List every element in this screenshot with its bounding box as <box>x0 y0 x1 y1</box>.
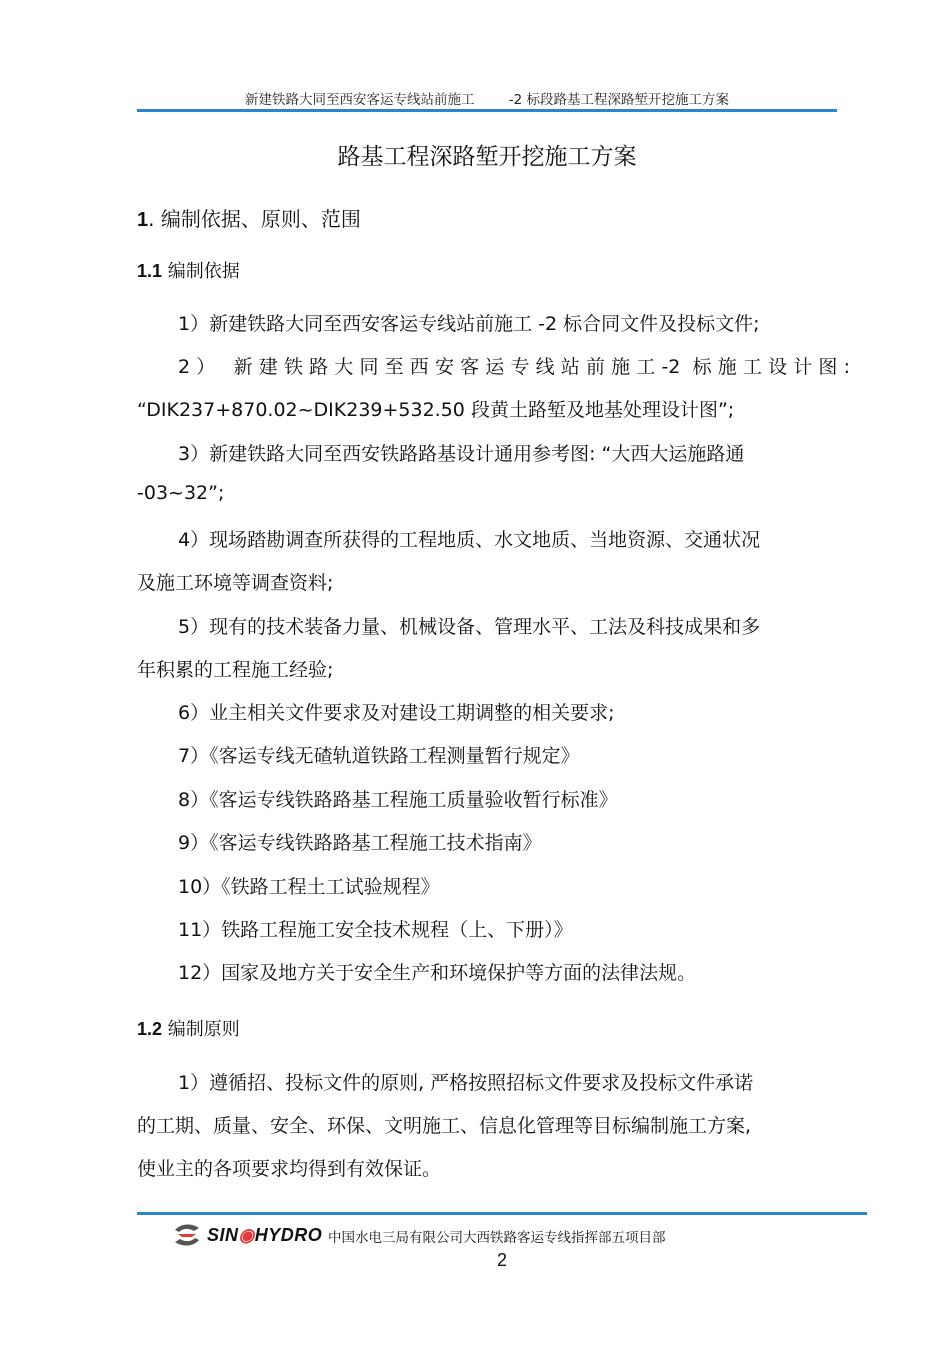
footer-rule <box>137 1212 867 1215</box>
basis-item-10: 10）《铁路工程土工试验规程》 <box>178 876 440 898</box>
basis-item-7: 7）《客运专线无碴轨道铁路工程测量暂行规定》 <box>178 745 580 767</box>
basis-item-6: 6）业主相关文件要求及对建设工期调整的相关要求; <box>178 702 615 724</box>
basis-item-3-line-1: 3）新建铁路大同至西安铁路路基设计通用参考图: “大西大运施路通 <box>178 443 745 465</box>
logo-o-mark: ◉ <box>238 1224 255 1245</box>
subsection-1-2-text: 编制原则 <box>162 1019 240 1040</box>
principle-item-1-line-2: 的工期、质量、安全、环保、文明施工、信息化管理等目标编制施工方案, <box>137 1115 752 1137</box>
subsection-1-1-heading <box>137 257 240 283</box>
footer-company: 中国水电三局有限公司大西铁路客运专线指挥部五项目部 <box>328 1230 666 1246</box>
basis-item-5-line-1: 5）现有的技术装备力量、机械设备、管理水平、工法及科技成果和多 <box>178 616 761 638</box>
sinohydro-wordmark: SIN◉HYDRO <box>207 1224 323 1245</box>
basis-item-4-line-2: 及施工环境等调查资料; <box>137 572 334 594</box>
header-rule <box>137 109 837 112</box>
sinohydro-logo <box>172 1222 322 1248</box>
basis-item-1: 1）新建铁路大同至西安客运专线站前施工 -2 标合同文件及投标文件; <box>178 313 760 335</box>
page-number: 2 <box>496 1250 507 1270</box>
document-title: 路基工程深路堑开挖施工方案 <box>337 144 637 170</box>
principle-item-1-line-1: 1）遵循招、投标文件的原则, 严格按照招标文件要求及投标文件承诺 <box>178 1072 754 1094</box>
basis-item-2-line-2: “DIK237+870.02~DIK239+532.50 段黄土路堑及地基处理设计图”; <box>137 399 735 421</box>
basis-item-8: 8）《客运专线铁路路基工程施工质量验收暂行标准》 <box>178 789 618 811</box>
basis-item-11: 11）铁路工程施工安全技术规程（上、下册）》 <box>178 919 573 941</box>
subsection-1-2-number: 1.2 <box>137 1019 163 1039</box>
running-header: 新建铁路大同至西安客运专线站前施工 -2 标段路基工程深路堑开挖施工方案 <box>244 92 730 108</box>
section-1-heading <box>137 203 361 232</box>
sinohydro-emblem-icon <box>172 1222 202 1248</box>
section-1-number: 1 <box>137 209 149 231</box>
subsection-1-1-text: 编制依据 <box>162 261 240 282</box>
principle-item-1-line-3: 使业主的各项要求均得到有效保证。 <box>137 1158 442 1180</box>
basis-item-9: 9）《客运专线铁路路基工程施工技术指南》 <box>178 832 542 854</box>
subsection-1-1-number: 1.1 <box>137 261 163 281</box>
basis-item-5-line-2: 年积累的工程施工经验; <box>137 659 334 681</box>
basis-item-4-line-1: 4）现场踏勘调查所获得的工程地质、水文地质、当地资源、交通状况 <box>178 529 761 551</box>
section-1-text: . 编制依据、原则、范围 <box>148 207 361 231</box>
basis-item-12: 12）国家及地方关于安全生产和环境保护等方面的法律法规。 <box>178 962 697 984</box>
subsection-1-2-heading <box>137 1015 240 1041</box>
basis-item-2-line-1: 2） 新建铁路大同至西安客运专线站前施工-2 标施工设计图: <box>178 356 850 378</box>
basis-item-3-line-2: -03~32”; <box>137 482 225 504</box>
